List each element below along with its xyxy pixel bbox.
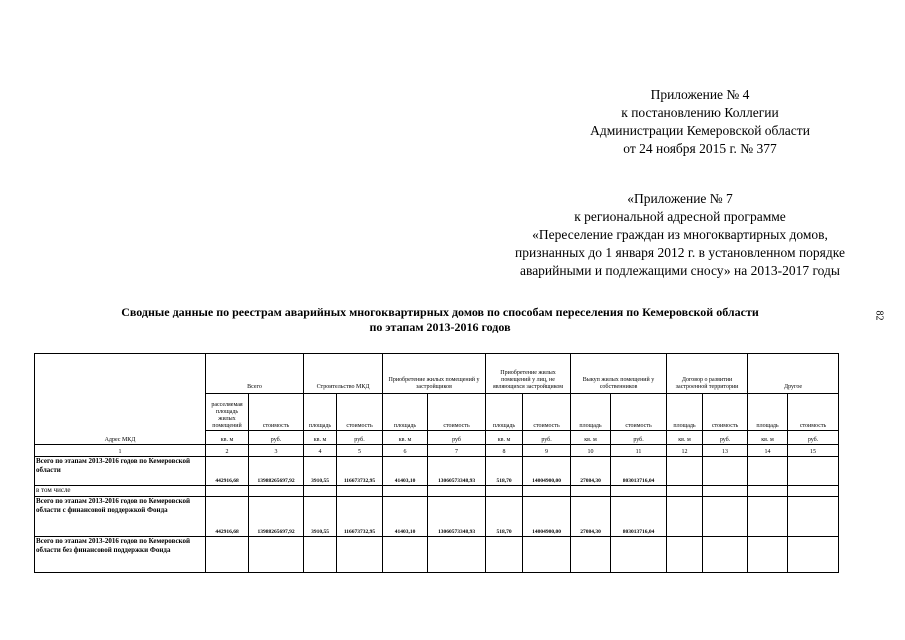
unit-cell: руб. [788, 431, 839, 445]
table-cell [788, 537, 839, 573]
table-cell [523, 486, 571, 497]
table-cell: 442916,68 [206, 497, 249, 537]
table-cell [667, 457, 703, 486]
table-cell: 803013716,04 [611, 497, 667, 537]
table-row [35, 537, 839, 573]
sub-header: расселяемая площадь жилых помещений [206, 394, 249, 431]
table-cell [748, 457, 788, 486]
table-cell [337, 486, 383, 497]
registry-table [34, 353, 839, 573]
sub-header: площадь [383, 394, 428, 431]
table-cell: 13060573348,93 [428, 457, 486, 486]
group-header-development-contract: Договор о развитии застроенной территории [667, 354, 748, 394]
column-number: 5 [337, 445, 383, 457]
table-cell [748, 537, 788, 573]
table-cell: 13988265697,92 [249, 457, 304, 486]
unit-cell: кв. м [748, 431, 788, 445]
table-cell [611, 486, 667, 497]
column-number: 10 [571, 445, 611, 457]
group-header-developers: Приобретение жилых помещений у застройщиков [383, 354, 486, 394]
address-header: Адрес МКД [35, 354, 206, 445]
row-label: в том числе [35, 486, 206, 497]
table-cell [383, 537, 428, 573]
appendix-7-line2: к региональной адресной программе [574, 209, 786, 224]
group-header-buyout: Выкуп жилых помещений у собственников [571, 354, 667, 394]
table-cell [304, 486, 337, 497]
column-number: 4 [304, 445, 337, 457]
sub-header: стоимость [249, 394, 304, 431]
table-cell [748, 497, 788, 537]
unit-cell: руб. [703, 431, 748, 445]
table-cell [667, 486, 703, 497]
appendix-4-line1: Приложение № 4 [650, 87, 750, 102]
table-cell [249, 537, 304, 573]
table-cell [571, 486, 611, 497]
column-number: 8 [486, 445, 523, 457]
table-cell [337, 537, 383, 573]
column-number: 11 [611, 445, 667, 457]
group-header-other: Другое [748, 354, 839, 394]
table-cell: 13060573348,93 [428, 497, 486, 537]
column-numbers-row [35, 445, 839, 457]
sub-header: площадь [486, 394, 523, 431]
sub-header: площадь [304, 394, 337, 431]
appendix-7-line5: аварийными и подлежащими сносу» на 2013-2017 годы [520, 263, 840, 278]
appendix-4-header [560, 86, 840, 158]
table-cell: 13988265697,92 [249, 497, 304, 537]
column-number: 3 [249, 445, 304, 457]
sub-header: стоимость [523, 394, 571, 431]
table-cell [611, 537, 667, 573]
table-cell: 27084,30 [571, 457, 611, 486]
table-cell: 116673732,95 [337, 457, 383, 486]
table-cell: 27084,30 [571, 497, 611, 537]
sub-header: площадь [571, 394, 611, 431]
appendix-4-line2: к постановлению Коллегии [621, 105, 779, 120]
table-cell [571, 537, 611, 573]
table-row [35, 457, 839, 486]
unit-cell: кв. м [383, 431, 428, 445]
column-number: 9 [523, 445, 571, 457]
table-cell [428, 486, 486, 497]
sub-header: стоимость [428, 394, 486, 431]
column-number: 14 [748, 445, 788, 457]
table-cell [703, 497, 748, 537]
table-cell [667, 497, 703, 537]
row-label: Всего по этапам 2013-2016 годов по Кемеровской области [35, 457, 206, 486]
column-number: 15 [788, 445, 839, 457]
unit-cell: руб. [523, 431, 571, 445]
table-cell [788, 497, 839, 537]
sub-header: стоимость [788, 394, 839, 431]
appendix-7-line4: признанных до 1 января 2012 г. в установленном порядке [515, 245, 845, 260]
sub-header: стоимость [337, 394, 383, 431]
unit-cell: кв. м [571, 431, 611, 445]
table-row [35, 486, 839, 497]
sub-header: площадь [748, 394, 788, 431]
unit-cell: руб [428, 431, 486, 445]
table-cell [703, 537, 748, 573]
appendix-4-line3: Администрации Кемеровской области [590, 123, 810, 138]
unit-cell: кв. м [667, 431, 703, 445]
unit-cell: руб. [337, 431, 383, 445]
appendix-4-line4: от 24 ноября 2015 г. № 377 [623, 141, 777, 156]
table-cell: 442916,68 [206, 457, 249, 486]
table-cell [304, 537, 337, 573]
title-line1: Сводные данные по реестрам аварийных многоквартирных домов по способам переселения по Кемеровской области [121, 305, 759, 319]
table-cell [748, 486, 788, 497]
table-cell [383, 486, 428, 497]
table-cell [206, 537, 249, 573]
column-number: 12 [667, 445, 703, 457]
unit-cell: кв. м [206, 431, 249, 445]
group-header-total: Всего [206, 354, 304, 394]
column-number: 2 [206, 445, 249, 457]
sub-header: площадь [667, 394, 703, 431]
document-title [60, 305, 820, 335]
table-cell [249, 486, 304, 497]
table-cell: 518,70 [486, 457, 523, 486]
group-header-construction: Строительство МКД [304, 354, 383, 394]
unit-cell: руб. [249, 431, 304, 445]
table-cell [703, 486, 748, 497]
table-cell [667, 537, 703, 573]
table-cell [523, 537, 571, 573]
column-number: 1 [35, 445, 206, 457]
sub-header: стоимость [611, 394, 667, 431]
table-cell [206, 486, 249, 497]
table-row [35, 497, 839, 537]
table-cell [788, 486, 839, 497]
table-cell: 3910,55 [304, 497, 337, 537]
title-line2: по этапам 2013-2016 годов [369, 320, 511, 334]
appendix-7-line3: «Переселение граждан из многоквартирных домов, [532, 227, 828, 242]
row-label: Всего по этапам 2013-2016 годов по Кемеровской области с финансовой поддержкой Фонда [35, 497, 206, 537]
row-label: Всего по этапам 2013-2016 годов по Кемеровской области без финансовой поддержки Фонда [35, 537, 206, 573]
table-cell: 518,70 [486, 497, 523, 537]
table-cell: 41403,10 [383, 457, 428, 486]
table-cell [788, 457, 839, 486]
unit-cell: руб. [611, 431, 667, 445]
page-number: 82 [873, 310, 885, 321]
table-cell: 14004900,00 [523, 497, 571, 537]
unit-cell: кв. м [486, 431, 523, 445]
table-cell [703, 457, 748, 486]
table-cell: 3910,55 [304, 457, 337, 486]
table-cell [428, 537, 486, 573]
appendix-7-line1: «Приложение № 7 [627, 191, 733, 206]
group-header-row [35, 354, 839, 394]
table-cell: 14004900,00 [523, 457, 571, 486]
column-number: 6 [383, 445, 428, 457]
column-number: 7 [428, 445, 486, 457]
table-cell [486, 537, 523, 573]
table-cell: 803013716,04 [611, 457, 667, 486]
sub-header: стоимость [703, 394, 748, 431]
unit-cell: кв. м [304, 431, 337, 445]
column-number: 13 [703, 445, 748, 457]
table-cell: 41403,10 [383, 497, 428, 537]
group-header-non-developers: Приобретение жилых помещений у лиц, не являющихся застройщиком [486, 354, 571, 394]
table-cell [486, 486, 523, 497]
appendix-7-header [470, 190, 890, 280]
table-cell: 116673732,95 [337, 497, 383, 537]
